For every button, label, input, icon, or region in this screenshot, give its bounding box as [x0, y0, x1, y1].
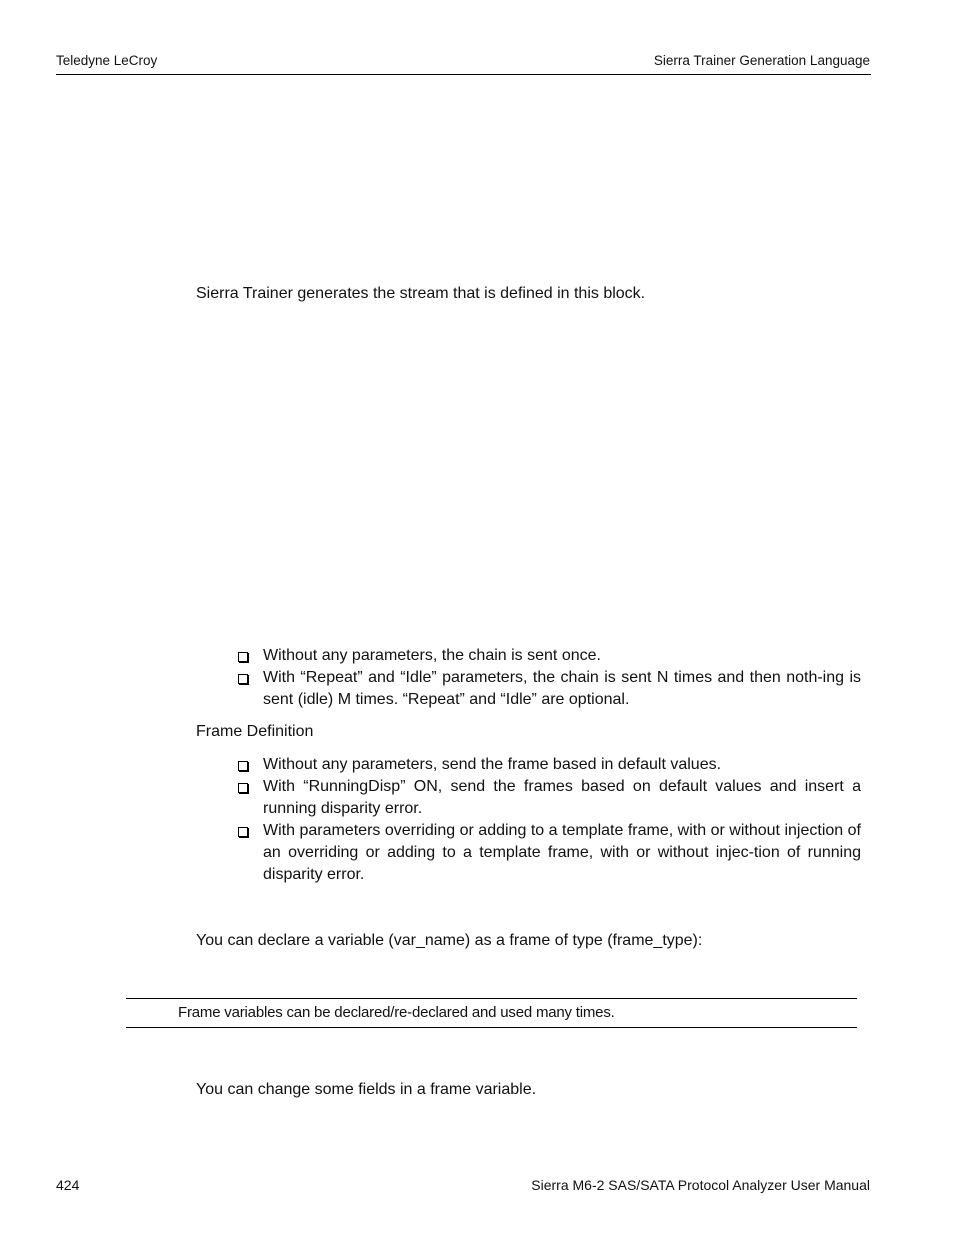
header-rule [56, 74, 871, 75]
list-item-text: Without any parameters, send the frame based in default values. [263, 756, 722, 773]
note-bottom-rule [126, 1027, 857, 1028]
frame-definition-label: Frame Definition [196, 723, 314, 740]
list-item [236, 776, 861, 820]
frame-bullet-list [236, 754, 861, 886]
page-number: 424 [56, 1177, 80, 1193]
note-text: Frame variables can be declared/re-declared and used many times. [178, 1004, 615, 1021]
list-item-text: With “RunningDisp” ON, send the frames based on default values and insert a running disparity error. [263, 778, 861, 817]
header-company: Teledyne LeCroy [56, 53, 158, 68]
chain-bullet-list [236, 645, 861, 711]
list-item [236, 667, 861, 711]
list-item [236, 754, 861, 776]
list-item [236, 820, 861, 886]
checkbox-bullet-icon [238, 761, 248, 771]
header-section-title: Sierra Trainer Generation Language [653, 53, 870, 68]
checkbox-bullet-icon [238, 674, 248, 684]
checkbox-bullet-icon [238, 783, 248, 793]
list-item-text: With parameters overriding or adding to a template frame, with or without injection of an overriding or adding to a template frame, with or without injec-tion of running disparity error. [263, 822, 861, 883]
note-top-rule [126, 998, 857, 999]
list-item-text: Without any parameters, the chain is sent once. [263, 647, 601, 664]
intro-paragraph: Sierra Trainer generates the stream that is defined in this block. [196, 285, 646, 302]
footer-manual-title: Sierra M6-2 SAS/SATA Protocol Analyzer User Manual [531, 1177, 870, 1193]
change-paragraph: You can change some fields in a frame variable. [196, 1081, 537, 1098]
list-item [236, 645, 861, 667]
checkbox-bullet-icon [238, 827, 248, 837]
list-item-text: With “Repeat” and “Idle” parameters, the chain is sent N times and then noth-ing is sent (idle) M times. “Repeat” and “Idle” are optional. [263, 669, 861, 708]
declare-paragraph: You can declare a variable (var_name) as a frame of type (frame_type): [196, 932, 703, 949]
checkbox-bullet-icon [238, 652, 248, 662]
